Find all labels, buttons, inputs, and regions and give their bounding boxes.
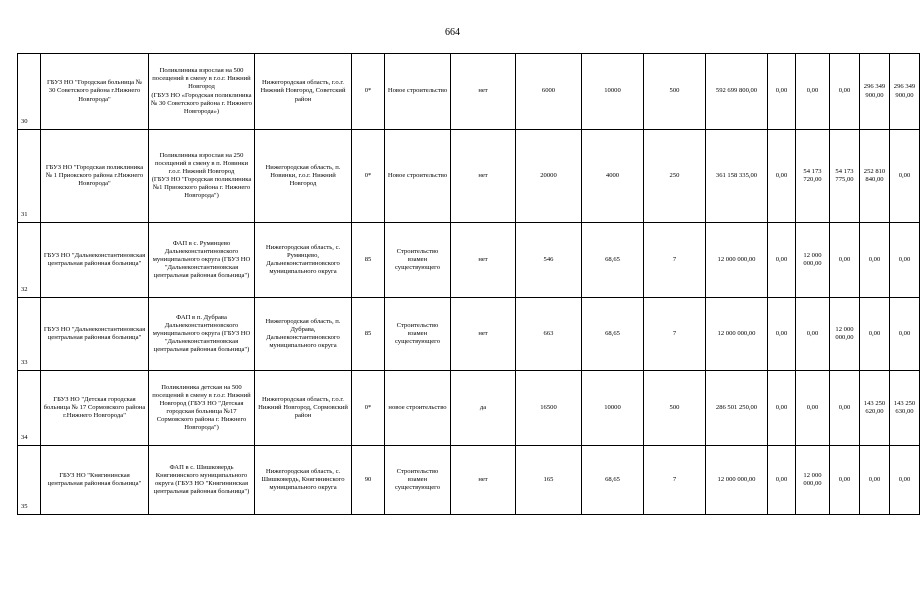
cell-y5: 143 250 630,00 [893,399,916,415]
value-1-cell [516,54,582,130]
readiness-cell [352,130,385,223]
value-3-cell [644,223,706,298]
cell-col4: 90 [364,475,372,483]
row-number-cell [18,298,41,371]
year-3-cell [830,130,860,223]
object-cell [149,371,255,446]
work-type-cell [385,371,451,446]
cell-location: Нижегородская область, п. Дубрава, Дальнеконстантиновского муниципального округа [265,317,341,350]
total-cost-cell [706,446,768,515]
cell-num: 30 [21,117,28,125]
year-3-cell [830,54,860,130]
cell-y3: 12 000 000,00 [835,325,854,341]
readiness-cell [352,223,385,298]
row-number-cell [18,130,41,223]
cell-y2: 12 000 000,00 [803,251,822,267]
year-1-cell [768,130,796,223]
organization-cell [41,446,149,515]
work-type-cell [385,223,451,298]
location-cell [255,298,352,371]
object-cell [149,54,255,130]
cell-y2: 0,00 [806,87,819,95]
cell-y1: 0,00 [775,171,788,179]
cell-v3: 500 [669,87,680,95]
organization-cell [41,371,149,446]
value-1-cell [516,446,582,515]
flag-cell [451,371,516,446]
cell-location: Нижегородская область, г.о.г. Нижний Новгород, Советский район [260,79,346,103]
cell-work-type: новое строительство [388,403,447,411]
cell-object: Поликлиника взрослая на 250 посещений в смену в п. Новинки г.о.г. Нижний Новгород (ГБУЗ НО "Городская поликлиника №1 Приокского района г. Нижнего Новгорода") [151,151,252,200]
year-2-cell [796,223,830,298]
cell-num: 33 [21,358,28,366]
facilities-table [17,53,920,515]
year-1-cell [768,298,796,371]
year-2-cell [796,298,830,371]
value-2-cell [582,446,644,515]
year-2-cell [796,371,830,446]
organization-cell [41,223,149,298]
value-2-cell [582,223,644,298]
year-4-cell [860,371,890,446]
year-4-cell [860,223,890,298]
value-1-cell [516,298,582,371]
cell-total: 12 000 000,00 [717,255,756,263]
table-row [18,54,920,130]
cell-v1: 165 [543,475,554,483]
year-3-cell [830,298,860,371]
total-cost-cell [706,298,768,371]
cell-location: Нижегородская область, с. Шишковердь, Княгининского муниципального округа [261,467,345,492]
cell-total: 361 158 335,00 [715,171,758,179]
cell-org: ГБУЗ НО "Детская городская больница № 17 Сормовского района г.Нижнего Новгорода" [43,395,146,420]
value-1-cell [516,371,582,446]
cell-object: ФАП в п. Дубрава Дальнеконстантиновского муниципального округа (ГБУЗ НО "Дальнеконстантиновская центральная районная больница") [152,313,251,354]
cell-y5: 0,00 [898,475,911,483]
cell-v1: 16500 [540,403,557,411]
cell-y3: 0,00 [838,255,851,263]
cell-col4: 0* [364,403,372,411]
value-2-cell [582,130,644,223]
work-type-cell [385,54,451,130]
row-number-cell [18,54,41,130]
cell-work-type: Строительство взамен существующего [394,467,441,492]
cell-org: ГБУЗ НО "Городская больница № 30 Советского района г.Нижнего Новгорода" [46,79,142,103]
object-cell [149,130,255,223]
organization-cell [41,54,149,130]
location-cell [255,371,352,446]
cell-y3: 0,00 [838,87,851,95]
cell-v2: 10000 [604,87,621,95]
cell-y5: 0,00 [898,329,911,337]
flag-cell [451,298,516,371]
object-cell [149,223,255,298]
cell-y2: 54 173 720,00 [803,167,822,183]
cell-work-type: Новое строительство [387,171,448,179]
table-row [18,223,920,298]
year-1-cell [768,223,796,298]
object-cell [149,298,255,371]
cell-v1: 663 [543,329,554,337]
cell-y4: 143 250 620,00 [863,399,886,415]
location-cell [255,130,352,223]
cell-org: ГБУЗ НО "Дальнеконстантиновская центральная районная больница" [43,251,146,267]
cell-num: 31 [21,210,28,218]
work-type-cell [385,446,451,515]
cell-v3: 500 [669,403,680,411]
cell-total: 12 000 000,00 [717,329,756,337]
cell-y3: 0,00 [838,403,851,411]
location-cell [255,223,352,298]
cell-num: 35 [21,502,28,510]
total-cost-cell [706,223,768,298]
cell-col4: 85 [364,329,372,337]
row-number-cell [18,446,41,515]
year-4-cell [860,298,890,371]
year-2-cell [796,446,830,515]
year-4-cell [860,54,890,130]
cell-col4: 0* [364,171,372,179]
cell-v1: 6000 [541,87,556,95]
cell-total: 286 501 250,00 [715,403,758,411]
year-1-cell [768,54,796,130]
location-cell [255,54,352,130]
value-1-cell [516,223,582,298]
row-number-cell [18,371,41,446]
table-row [18,298,920,371]
readiness-cell [352,54,385,130]
flag-cell [451,446,516,515]
cell-y5: 0,00 [898,255,911,263]
table-row [18,130,920,223]
cell-y2: 0,00 [806,329,819,337]
value-3-cell [644,54,706,130]
cell-num: 32 [21,285,28,293]
cell-location: Нижегородская область, с. Румянцево, Дальнеконстантиновского муниципального округа [265,243,341,276]
cell-flag: нет [478,475,488,483]
cell-total: 592 699 800,00 [715,87,758,95]
object-cell [149,446,255,515]
cell-num: 34 [21,433,28,441]
cell-v3: 7 [672,475,677,483]
work-type-cell [385,298,451,371]
cell-flag: да [479,403,487,411]
year-5-cell [890,54,920,130]
cell-y1: 0,00 [775,329,788,337]
flag-cell [451,130,516,223]
cell-v3: 7 [672,255,677,263]
flag-cell [451,223,516,298]
total-cost-cell [706,54,768,130]
table-row [18,371,920,446]
value-2-cell [582,298,644,371]
cell-v2: 4000 [605,171,620,179]
value-2-cell [582,54,644,130]
cell-y5: 0,00 [898,171,911,179]
value-3-cell [644,371,706,446]
cell-y4: 0,00 [868,329,881,337]
year-4-cell [860,130,890,223]
value-3-cell [644,130,706,223]
cell-object: ФАП в с. Румянцево Дальнеконстантиновского муниципального округа (ГБУЗ НО "Дальнеконстантиновская центральная районная больница") [152,239,251,280]
year-5-cell [890,371,920,446]
cell-y3: 0,00 [838,475,851,483]
year-5-cell [890,298,920,371]
flag-cell [451,54,516,130]
cell-org: ГБУЗ НО "Городская поликлиника № 1 Приокского района г.Нижнего Новгорода" [45,163,144,188]
row-number-cell [18,223,41,298]
year-4-cell [860,446,890,515]
cell-v2: 68,65 [605,475,620,483]
work-type-cell [385,130,451,223]
cell-v3: 7 [672,329,677,337]
cell-y1: 0,00 [775,403,788,411]
cell-v1: 20000 [540,171,557,179]
year-2-cell [796,54,830,130]
cell-y4: 296 349 900,00 [863,83,886,99]
year-5-cell [890,223,920,298]
cell-col4: 0* [364,87,372,95]
page-number: 664 [445,27,460,38]
cell-v2: 10000 [604,403,621,411]
cell-y1: 0,00 [775,475,788,483]
year-1-cell [768,371,796,446]
cell-y3: 54 173 775,00 [835,167,854,183]
cell-org: ГБУЗ НО "Дальнеконстантиновская центральная районная больница" [43,325,146,341]
cell-col4: 85 [364,255,372,263]
cell-v2: 68,65 [605,329,620,337]
cell-object: ФАП в с. Шишковердь Княгининского муниципального округа (ГБУЗ НО "Княгининская центральная районная больница") [153,463,250,496]
cell-flag: нет [478,329,488,337]
table-row [18,446,920,515]
value-1-cell [516,130,582,223]
year-3-cell [830,446,860,515]
year-2-cell [796,130,830,223]
cell-y4: 0,00 [868,475,881,483]
cell-y2: 0,00 [806,403,819,411]
cell-flag: нет [478,87,488,95]
cell-total: 12 000 000,00 [717,475,756,483]
total-cost-cell [706,130,768,223]
readiness-cell [352,446,385,515]
cell-v2: 68,65 [605,255,620,263]
cell-flag: нет [478,171,488,179]
year-3-cell [830,223,860,298]
cell-y2: 12 000 000,00 [803,471,822,487]
value-3-cell [644,446,706,515]
cell-y4: 252 810 840,00 [863,167,886,183]
cell-work-type: Строительство взамен существующего [394,321,441,346]
organization-cell [41,298,149,371]
cell-y5: 296 349 900,00 [893,83,916,99]
cell-object: Поликлиника детская на 500 посещений в смену в г.о.г. Нижний Новгород (ГБУЗ НО "Детская городская больница №17 Сормовского района г. Нижнего Новгорода") [152,383,251,432]
year-5-cell [890,130,920,223]
value-2-cell [582,371,644,446]
organization-cell [41,130,149,223]
year-1-cell [768,446,796,515]
cell-y1: 0,00 [775,255,788,263]
cell-work-type: Строительство взамен существующего [394,247,441,272]
year-5-cell [890,446,920,515]
cell-location: Нижегородская область, г.о.г. Нижний Новгород, Сормовский район [258,395,348,420]
cell-y4: 0,00 [868,255,881,263]
location-cell [255,446,352,515]
cell-object: Поликлиника взрослая на 500 посещений в смену в г.о.г. Нижний Новгород (ГБУЗ НО «Городская поликлиника № 30 Советского района г. Нижнего Новгорода») [151,67,252,115]
cell-flag: нет [478,255,488,263]
cell-org: ГБУЗ НО "Княгининская центральная районная больница" [47,471,142,487]
readiness-cell [352,371,385,446]
cell-work-type: Новое строительство [387,87,448,95]
total-cost-cell [706,371,768,446]
cell-location: Нижегородская область, п. Новинки, г.о.г. Нижний Новгород [265,163,341,188]
year-3-cell [830,371,860,446]
value-3-cell [644,298,706,371]
cell-y1: 0,00 [775,87,788,95]
readiness-cell [352,298,385,371]
cell-v1: 546 [543,255,554,263]
cell-v3: 250 [669,171,680,179]
